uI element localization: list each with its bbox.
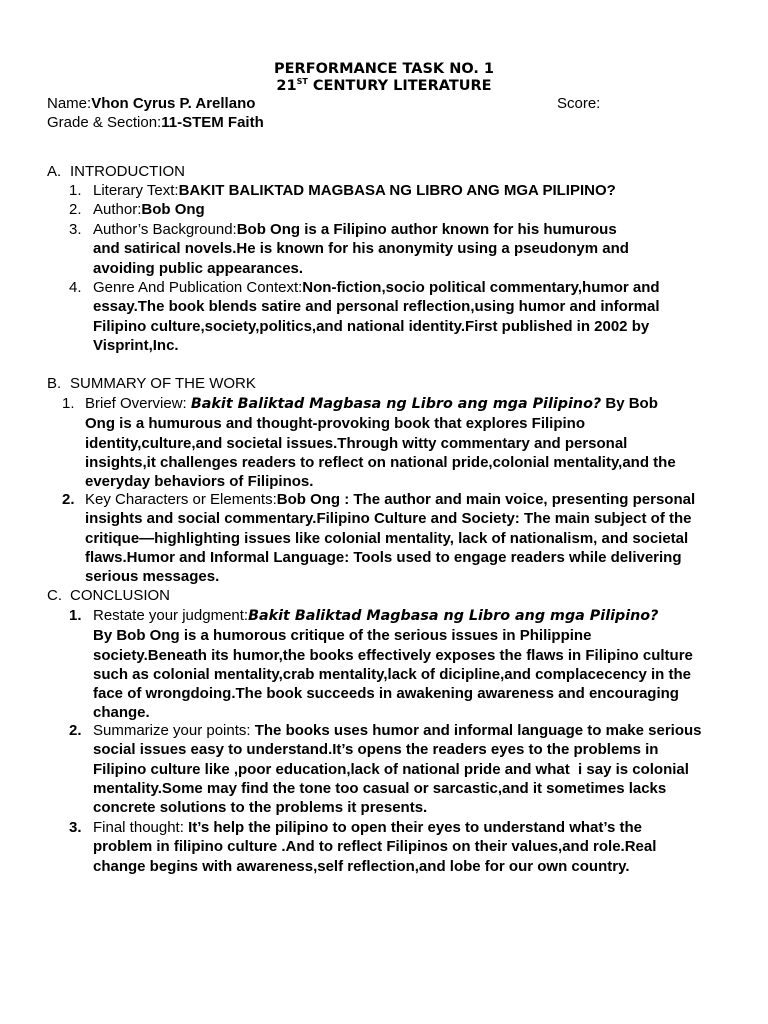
item-number: 2.	[69, 201, 82, 218]
item-text-line: Bob Ong	[141, 201, 205, 218]
item-line	[93, 760, 763, 779]
item-text-line: avoiding public appearances.	[93, 259, 304, 277]
item-line	[93, 703, 753, 722]
section-b-title: SUMMARY OF THE WORK	[70, 375, 256, 392]
item-body	[93, 278, 743, 355]
item-text-line: Visprint,Inc.	[93, 336, 179, 354]
item-text-line: concrete solutions to the problems it presents.	[93, 799, 428, 817]
item-text-line: mentality.Some may find the tone too casual or sarcastic,and it sometimes lacks	[93, 779, 667, 797]
item-body	[85, 394, 745, 491]
section-c-letter: C.	[47, 587, 62, 604]
item-body	[93, 818, 753, 876]
item-label: Author’s Background:	[93, 221, 237, 238]
item-text-line: Ong is a humurous and thought-provoking book that explores Filipino	[85, 415, 585, 433]
item-label: Author:	[93, 201, 142, 218]
name-line	[47, 94, 255, 113]
item-body	[85, 490, 755, 586]
item-label: Literary Text:	[93, 182, 179, 199]
item-line	[93, 740, 763, 759]
item-label: Genre And Publication Context:	[93, 279, 303, 296]
item-body	[93, 220, 743, 278]
item-number: 2.	[62, 491, 75, 508]
section-c-title: CONCLUSION	[70, 587, 171, 604]
item-label: Final thought:	[93, 819, 189, 836]
subtitle-superscript: ST	[296, 77, 308, 87]
item-line	[93, 818, 753, 837]
item-text-line: essay.The book blends satire and personal reflection,using humor and informal	[93, 298, 660, 316]
name-value: Vhon Cyrus P. Arellano	[91, 95, 256, 112]
item-line	[93, 779, 763, 798]
item-text-line: social issues easy to understand.It’s opens the readers eyes to the problems in	[93, 741, 659, 759]
item-line	[93, 297, 743, 316]
item-line	[85, 414, 745, 433]
section-a-letter: A.	[47, 163, 62, 180]
item-text-line: change.	[93, 704, 150, 722]
item-line	[85, 509, 755, 528]
item-line	[93, 626, 753, 645]
item-body	[93, 606, 753, 723]
item-line	[93, 798, 763, 817]
section-b-heading	[47, 374, 256, 393]
item-label: Restate your judgment:	[93, 607, 249, 624]
item-line	[93, 665, 753, 684]
item-line	[93, 317, 743, 336]
item-text-line: By Bob	[601, 395, 658, 412]
item-line	[85, 472, 745, 491]
item-number: 3.	[69, 819, 82, 836]
item-label: Summarize your points:	[93, 722, 255, 739]
item-line	[93, 336, 743, 355]
item-text-line: Bob Ong is a Filipino author known for his humurous	[236, 221, 617, 238]
item-body	[93, 200, 733, 219]
item-line	[93, 857, 753, 876]
item-line	[85, 529, 755, 548]
page-title: PERFORMANCE TASK NO. 1	[274, 61, 494, 77]
item-text-line: everyday behaviors of Filipinos.	[85, 473, 314, 491]
item-text-line: and satirical novels.He is known for his anonymity using a pseudonym and	[93, 240, 629, 258]
item-line	[85, 453, 745, 472]
item-text-line: BAKIT BALIKTAD MAGBASA NG LIBRO ANG MGA PILIPINO?	[178, 182, 616, 199]
item-text-line: By Bob Ong is a humorous critique of the serious issues in Philippine	[93, 627, 592, 645]
item-line	[93, 646, 753, 665]
item-label: Brief Overview:	[85, 395, 191, 412]
book-title: Bakit Baliktad Magbasa ng Libro ang mga Pilipino?	[248, 608, 659, 624]
item-line	[85, 567, 755, 586]
item-text-line: problem in filipino culture .And to reflect Filipinos on their values,and role.Real	[93, 838, 657, 856]
name-label: Name:	[47, 95, 92, 112]
section-c-heading	[47, 586, 170, 605]
item-body	[93, 181, 733, 200]
section-a-title: INTRODUCTION	[70, 163, 185, 180]
item-text-line: It’s help the pilipino to open their eyes to understand what’s the	[188, 819, 642, 836]
subtitle-rest: CENTURY LITERATURE	[307, 78, 492, 94]
item-number: 1.	[62, 395, 75, 412]
item-text-line: change begins with awareness,self reflection,and lobe for our own country.	[93, 857, 630, 875]
item-text-line: society.Beneath its humor,the books effectively exposes the flaws in Filipino culture	[93, 646, 693, 664]
item-line	[85, 548, 755, 567]
score-label: Score:	[557, 95, 601, 112]
item-body	[93, 721, 763, 817]
item-text-line: face of wrongdoing.The book succeeds in awakening awareness and encouraging	[93, 685, 679, 703]
item-text-line: Non-fiction,socio political commentary,humor and	[302, 279, 660, 296]
item-text-line: Bob Ong : The author and main voice, presenting personal	[276, 491, 696, 508]
item-text-line: insights,it challenges readers to reflect on national pride,colonial mentality,and the	[85, 453, 676, 471]
item-line	[93, 259, 743, 278]
item-line	[93, 220, 743, 239]
book-title: Bakit Baliktad Magbasa ng Libro ang mga Pilipino?	[190, 396, 602, 412]
item-line	[85, 394, 745, 414]
item-text-line: identity,culture,and societal issues.Through witty commentary and personal	[85, 434, 628, 452]
item-text-line: The books uses humor and informal language to make serious	[254, 722, 702, 739]
item-line	[85, 490, 755, 509]
section-a-heading	[47, 162, 185, 181]
grade-line	[47, 113, 264, 132]
item-line	[93, 606, 753, 626]
item-text-line: critique—highlighting issues like colonial mentality, lack of nationalism, and societal	[85, 529, 689, 547]
item-number: 1.	[69, 607, 82, 624]
item-text-line: Filipino culture,society,politics,and national identity.First published in 2002 by	[93, 317, 650, 335]
grade-label: Grade & Section:	[47, 114, 162, 131]
item-line	[85, 434, 745, 453]
item-text-line: flaws.Humor and Informal Language: Tools used to engage readers while delivering	[85, 548, 682, 566]
item-text-line: serious messages.	[85, 568, 220, 586]
item-line	[93, 684, 753, 703]
item-number: 1.	[69, 182, 82, 199]
grade-value: 11-STEM Faith	[161, 114, 264, 131]
item-text-line: insights and social commentary.Filipino Culture and Society: The main subject of the	[85, 510, 692, 528]
item-number: 3.	[69, 221, 82, 238]
item-text-line: Filipino culture like ,poor education,lack of national pride and what i say is colonial	[93, 760, 689, 778]
item-text-line: such as colonial mentality,crab mentality,lack of dicipline,and complacecency in the	[93, 665, 691, 683]
subtitle-number: 21	[276, 78, 297, 94]
item-line	[93, 239, 743, 258]
section-b-letter: B.	[47, 375, 62, 392]
item-line	[93, 721, 763, 740]
item-number: 2.	[69, 722, 82, 739]
item-line	[93, 837, 753, 856]
item-number: 4.	[69, 279, 82, 296]
item-line	[93, 278, 743, 297]
item-label: Key Characters or Elements:	[85, 491, 277, 508]
